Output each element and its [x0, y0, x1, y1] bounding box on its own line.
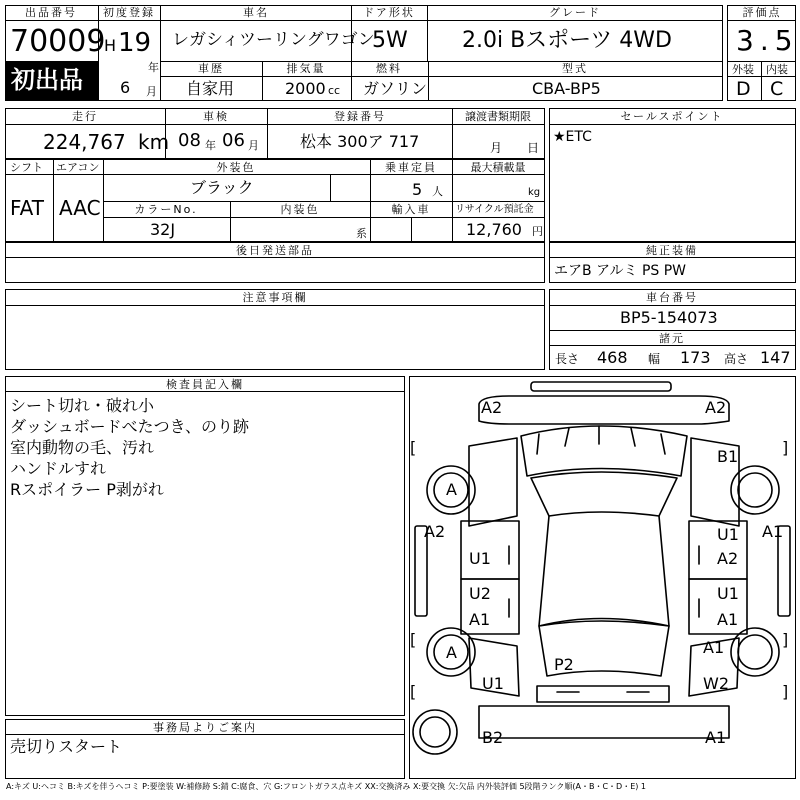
- mileage-label: 走行: [72, 110, 98, 123]
- history: 自家用: [186, 79, 235, 98]
- color-no-label: カラーNo.: [134, 203, 198, 216]
- height: 147: [760, 348, 791, 367]
- plate-label: 登録番号: [334, 110, 386, 123]
- mark-door-rr2: A1: [717, 610, 739, 629]
- door-label: ドア形状: [363, 6, 415, 19]
- fuel: ガソリン: [363, 79, 428, 98]
- int-color-unit: 系: [356, 227, 367, 240]
- score: 3.5: [736, 24, 799, 57]
- wid-label: 幅: [648, 352, 661, 366]
- first-listing-text: 初出品: [11, 66, 83, 94]
- mark-quarter-rr: A1: [703, 638, 725, 657]
- ext-label: 外装: [732, 63, 754, 76]
- load-label: 最大積載量: [470, 161, 526, 174]
- displacement: 2000: [285, 79, 326, 98]
- len-label: 長さ: [555, 352, 580, 366]
- mark-door-rl: U2: [469, 584, 491, 603]
- mark-bracket-br: ]: [782, 682, 789, 701]
- mark-door-rr: U1: [717, 584, 739, 603]
- month-unit: 月: [146, 85, 157, 98]
- mark-bracket-tr: ]: [782, 438, 789, 457]
- equipment-label: 純正装備: [646, 244, 698, 257]
- ac-label: エアコン: [56, 161, 100, 174]
- grade: 2.0i Bスポーツ 4WD: [462, 28, 672, 53]
- inspection-label: 車検: [203, 110, 229, 123]
- insp-month: 06: [222, 130, 245, 151]
- mark-fender-right: A1: [762, 522, 784, 541]
- ext-grade: D: [736, 78, 751, 100]
- sales-points: ★ETC: [553, 129, 592, 145]
- mileage: 224,767: [43, 130, 126, 154]
- inspector-note: ハンドルすれ: [10, 459, 107, 478]
- recycle-unit: 円: [532, 225, 543, 238]
- int-grade: C: [770, 78, 784, 100]
- sales-label: セールスポイント: [620, 110, 724, 123]
- chassis: BP5-154073: [620, 308, 718, 327]
- capacity-unit: 人: [432, 185, 443, 198]
- inspector-label: 検査員記入欄: [166, 378, 244, 391]
- mileage-unit: km: [138, 130, 170, 154]
- mark-tire-fl: A: [446, 480, 457, 499]
- mark-fender-left: A2: [424, 522, 446, 541]
- mark-front-right: A2: [705, 398, 727, 417]
- first-reg-label: 初度登録: [103, 6, 155, 19]
- inspector-note: ダッシュボードべたつき、のり跡: [10, 417, 250, 436]
- mark-door-fr: U1: [717, 525, 739, 544]
- width: 173: [680, 348, 711, 367]
- mark-rear-bumper-left: B2: [482, 728, 504, 747]
- plate: 松本 300ア 717: [300, 132, 420, 151]
- color-label: 外装色: [216, 161, 256, 174]
- notes-label: 注意事項欄: [242, 291, 308, 304]
- color: ブラック: [190, 178, 254, 197]
- grade-label: グレード: [549, 6, 601, 19]
- car-outline: [409, 376, 796, 779]
- history-label: 車歴: [198, 62, 224, 75]
- mark-bracket-bl: [: [410, 682, 417, 701]
- car-name-label: 車名: [243, 6, 269, 19]
- shift-label: シフト: [10, 161, 43, 174]
- mark-bracket-tl: [: [410, 438, 417, 457]
- length: 468: [597, 348, 628, 367]
- hgt-label: 高さ: [724, 352, 749, 366]
- chassis-label: 車台番号: [646, 291, 698, 304]
- import-label: 輸入車: [391, 203, 431, 216]
- capacity: 5: [412, 180, 423, 199]
- shift: FAT: [10, 196, 45, 220]
- mark-rear-left: U1: [482, 674, 504, 693]
- ac: AAC: [59, 196, 101, 220]
- mark-rear-bumper-right: A1: [705, 728, 727, 747]
- mark-door-fl: U1: [469, 549, 491, 568]
- insp-year: 08: [178, 130, 201, 151]
- mark-door-rl2: A1: [469, 610, 491, 629]
- inspector-notes: [10, 395, 249, 500]
- mark-qr-rr2: W2: [703, 674, 729, 693]
- mark-bracket-ml: [: [410, 630, 417, 649]
- mark-tire-rl: A: [446, 643, 457, 662]
- transfer-month-unit: 月: [490, 141, 503, 155]
- load-unit: kg: [528, 187, 541, 198]
- disp-unit: cc: [328, 84, 341, 97]
- insp-year-unit: 年: [205, 139, 216, 152]
- inspector-note: 室内動物の毛、汚れ: [10, 438, 155, 457]
- equipment: エアB アルミ PS PW: [554, 263, 687, 279]
- disp-label: 排気量: [286, 62, 326, 75]
- lot-label: 出品番号: [25, 6, 77, 19]
- era: H: [104, 36, 117, 55]
- transfer-day-unit: 日: [527, 141, 540, 155]
- mark-bracket-mr: ]: [782, 630, 789, 649]
- legend: A:キズ U:ヘコミ B:キズを伴うヘコミ P:要塗装 W:補修跡 S:錆 C:腐食、穴 G:フロントガラス点キズ XX:交換済み X:要交換 欠:欠品 内外装評価 5段階ランク順(A・B・C・D・E) 1: [6, 782, 647, 791]
- dims-label: 諸元: [659, 332, 685, 345]
- door: 5W: [372, 28, 408, 53]
- reg-year: 19: [118, 28, 152, 58]
- model-label: 型式: [562, 62, 588, 75]
- inspector-note: シート切れ・破れ小: [10, 396, 155, 415]
- color-no: 32J: [150, 220, 176, 239]
- insp-month-unit: 月: [248, 139, 259, 152]
- recycle-label: リサイクル預託金: [455, 204, 534, 215]
- year-unit: 年: [148, 61, 159, 74]
- lot-number: 70009: [10, 24, 106, 59]
- int-color-label: 内装色: [280, 203, 320, 216]
- int-label: 内装: [766, 63, 788, 76]
- office-note: 売切りスタート: [10, 737, 123, 756]
- recycle: 12,760: [466, 220, 522, 239]
- mark-front-left: A2: [481, 398, 503, 417]
- score-label: 評価点: [742, 6, 782, 19]
- fuel-label: 燃料: [376, 62, 402, 75]
- office-label: 事務局よりご案内: [153, 721, 257, 734]
- mark-roof: P2: [554, 655, 574, 674]
- inspector-note: Rスポイラー P剥がれ: [10, 480, 164, 499]
- car-name: レガシィツーリングワゴン: [172, 30, 375, 50]
- later-parts-label: 後日発送部品: [236, 244, 314, 257]
- transfer-label: 譲渡書類期限: [465, 110, 531, 123]
- capacity-label: 乗車定員: [385, 161, 437, 174]
- model: CBA-BP5: [532, 79, 601, 98]
- reg-month: 6: [120, 78, 131, 97]
- mark-b1: B1: [717, 447, 739, 466]
- mark-door-fr2: A2: [717, 549, 739, 568]
